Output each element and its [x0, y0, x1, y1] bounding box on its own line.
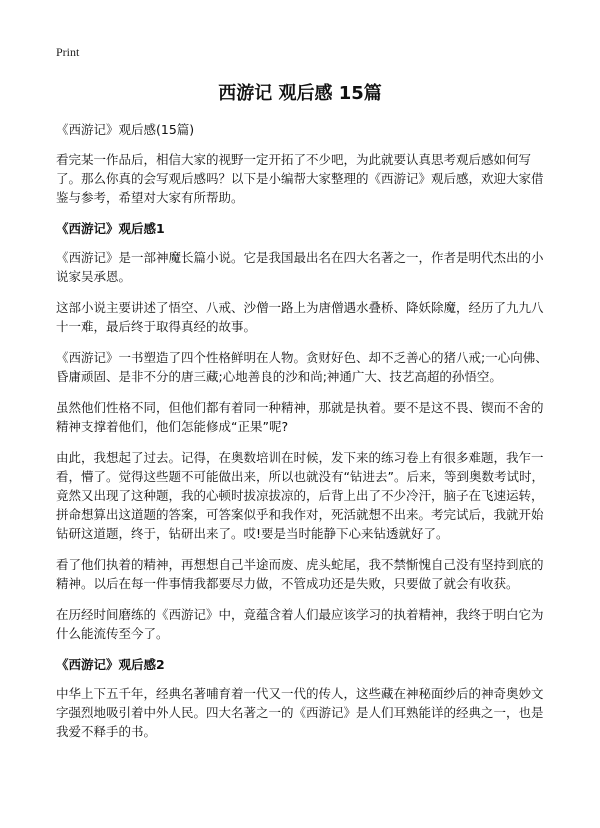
- page-title: 西游记 观后感 15篇: [218, 83, 382, 104]
- paragraph: 中华上下五千年，经典名著哺育着一代又一代的传人，这些藏在神秘面纱后的神奇奥妙文字强烈地吸引着中外人民。四大名著之一的《西游记》是人们耳熟能详的经典之一，也是我爱不释手的书。: [56, 686, 544, 739]
- paragraph: 《西游记》一书塑造了四个性格鲜明在人物。贪财好色、却不乏善心的猪八戒;一心向佛、昏庸顽固、是非不分的唐三藏;心地善良的沙和尚;神通广大、技艺高超的孙悟空。: [56, 350, 548, 384]
- paragraph: 《西游记》是一部神魔长篇小说。它是我国最出名在四大名著之一，作者是明代杰出的小说家吴承恩。: [56, 250, 544, 284]
- section-heading-1: 《西游记》观后感1: [56, 221, 165, 236]
- paragraph: 虽然他们性格不同，但他们都有着同一种精神，那就是执着。要不是这不畏、锲而不舍的精神支撑着他们，他们怎能修成“正果”呢?: [56, 400, 544, 434]
- intro-paragraph: 看完某一作品后，相信大家的视野一定开拓了不少吧，为此就要认真思考观后感如何写了。那么你真的会写观后感吗？以下是小编帮大家整理的《西游记》观后感，欢迎大家借鉴与参考，希望对大家有所帮助。: [56, 152, 544, 205]
- print-link[interactable]: Print: [56, 45, 80, 59]
- paragraph: 由此，我想起了过去。记得，在奥数培训在时候，发下来的练习卷上有很多难题，我乍一看，懵了。觉得这些题不可能做出来，所以也就没有“钻进去”。后来，等到奥数考试时，竟然又出现了这种题，我的心顿时拔凉拔凉的，后背上出了不少冷汗，脑子在飞速运转，拼命想算出这道题的答案，可答案似乎和我作对，死活就想不出来。考完试后，我就开始钻研这道题，终于，钻研出来了。哎!要是当时能静下心来钻透就好了。: [56, 450, 544, 541]
- paragraph: 看了他们执着的精神，再想想自己半途而废、虎头蛇尾，我不禁惭愧自己没有坚持到底的精神。以后在每一件事情我都要尽力做，不管成功还是失败，只要做了就会有收获。: [56, 557, 544, 591]
- article-body: [56, 120, 550, 753]
- article-subtitle: 《西游记》观后感(15篇): [56, 122, 195, 137]
- section-heading-2: 《西游记》观后感2: [56, 657, 165, 672]
- paragraph: 这部小说主要讲述了悟空、八戒、沙僧一路上为唐僧遇水叠桥、降妖除魔，经历了九九八十一难，最后终于取得真经的故事。: [56, 300, 544, 334]
- paragraph: 在历经时间磨练的《西游记》中，竟蕴含着人们最应该学习的执着精神，我终于明白它为什么能流传至今了。: [56, 607, 544, 641]
